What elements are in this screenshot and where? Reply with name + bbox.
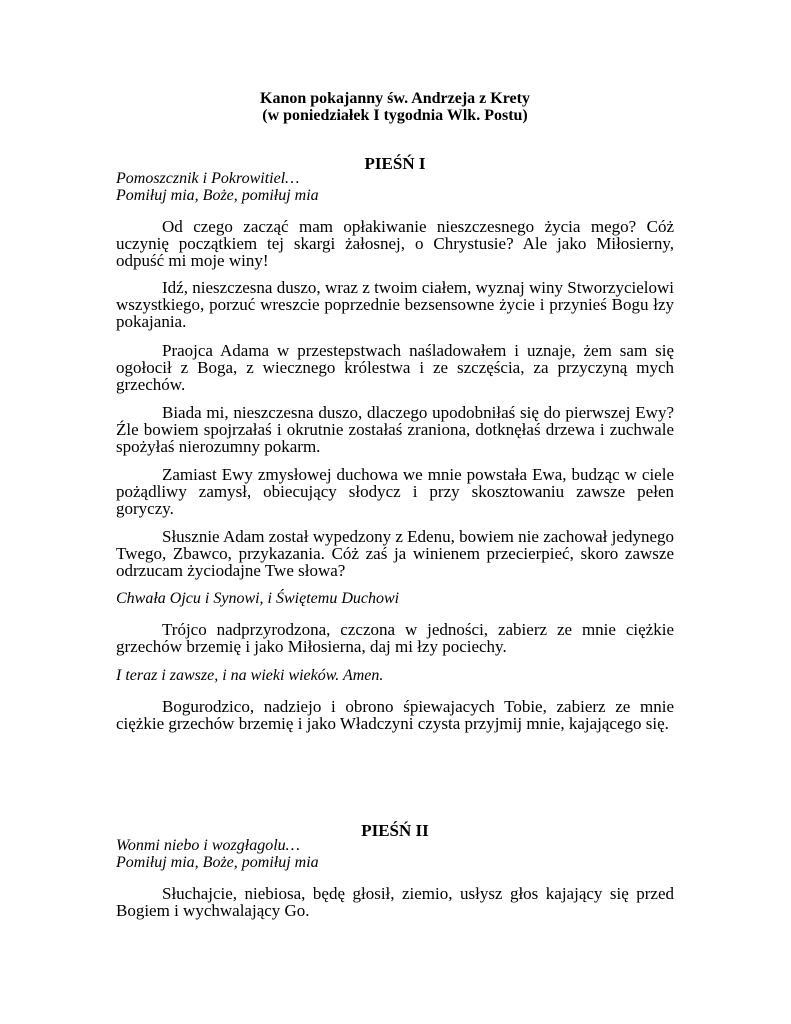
song-1-stanza-6: Słusznie Adam został wypedzony z Edenu, bowiem nie zachował jedynego Twego, Zbawco, przykazania. Cóż zaś ja winienem przecierpieć, skoro zawsze odrzucam życiodajne Twe słowa? [116, 527, 674, 580]
song-2-stanza-1: Słuchajcie, niebiosa, będę głosił, ziemio, usłysz głos kajający się przed Bogiem i wychwalający Go. [116, 884, 674, 920]
song-2-irmos-block [116, 837, 674, 871]
song-1-theotokion: Bogurodzico, nadziejo i obrono śpiewajacych Tobie, zabierz ze mnie ciężkie grzechów brzemię i jako Władczyni czysta przyjmij mnie, kajającego się. [116, 697, 674, 733]
title-line-1: Kanon pokajanny św. Andrzeja z Krety [260, 90, 530, 107]
document-title [116, 90, 674, 124]
song-2-heading: PIEŚŃ II [361, 821, 429, 840]
song-1-refrain: Pomiłuj mia, Boże, pomiłuj mia [116, 187, 319, 204]
title-line-2: (w poniedziałek I tygodnia Wlk. Postu) [262, 107, 528, 124]
song-1-glory-rubric: Chwała Ojcu i Synowi, i Świętemu Duchowi [116, 590, 400, 607]
song-1-stanza-1: Od czego zacząć mam opłakiwanie nieszczesnego życia mego? Cóż uczynię początkiem tej skargi żałosnej, o Chrystusie? Ale jako Miłosierny, odpuść mi moje winy! [116, 217, 674, 270]
song-1-stanza-2: Idź, nieszczesna duszo, wraz z twoim ciałem, wyznaj winy Stworzycielowi wszystkiego, porzuć wreszcie poprzednie bezsensowne życie i przynieś Bogu łzy pokajania. [116, 278, 674, 331]
song-1-irmos-block [116, 170, 674, 204]
song-1-heading: PIEŚŃ I [364, 154, 426, 173]
song-2-irmos: Wonmi niebo i wozgłagolu… [116, 837, 300, 854]
song-2-refrain: Pomiłuj mia, Boże, pomiłuj mia [116, 854, 319, 871]
song-1-stanza-4: Biada mi, nieszczesna duszo, dlaczego upodobniłaś się do pierwszej Ewy? Źle bowiem spojrzałaś i okrutnie zostałaś zraniona, dotknęłaś drzewa i zuchwale spożyłaś nierozumny pokarm. [116, 403, 674, 456]
song-1-now-rubric: I teraz i zawsze, i na wieki wieków. Amen. [116, 667, 384, 684]
song-1-stanza-3: Praojca Adama w przestepstwach naśladowałem i uznaje, żem sam się ogołocił z Boga, z wiecznego królestwa i ze szczęścia, za przyczyną mych grzechów. [116, 341, 674, 394]
song-1-irmos: Pomoszcznik i Pokrowitiel… [116, 170, 300, 187]
song-1-trinity-stanza: Trójco nadprzyrodzona, czczona w jedności, zabierz ze mnie ciężkie grzechów brzemię i jako Miłosierna, daj mi łzy pociechy. [116, 620, 674, 656]
song-1-stanza-5: Zamiast Ewy zmysłowej duchowa we mnie powstała Ewa, budząc w ciele pożądliwy zamysł, obiecujący słodycz i przy skosztowaniu zawsze pełen goryczy. [116, 465, 674, 518]
